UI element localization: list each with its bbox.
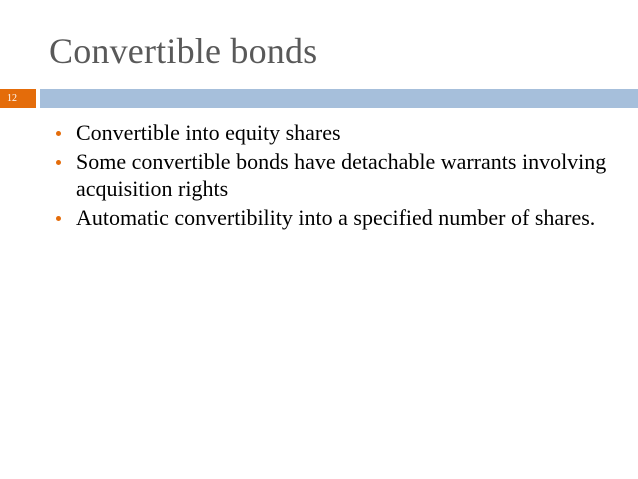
bullet-item bbox=[52, 204, 612, 231]
bullet-text: Convertible into equity shares bbox=[76, 120, 341, 145]
bullet-dot-icon bbox=[56, 160, 61, 165]
bullet-item bbox=[52, 148, 612, 202]
bullet-item bbox=[52, 119, 612, 146]
slide-title: Convertible bonds bbox=[49, 31, 318, 71]
bullet-text: Automatic convertibility into a specified number of shares. bbox=[76, 205, 596, 230]
bullet-text: Some convertible bonds have detachable warrants involving acquisition rights bbox=[76, 149, 607, 201]
slide-number-badge: 12 bbox=[0, 89, 36, 108]
bullet-dot-icon bbox=[56, 131, 61, 136]
title-rule-bar bbox=[40, 89, 638, 108]
bullet-dot-icon bbox=[56, 216, 61, 221]
bullet-list bbox=[52, 119, 612, 233]
